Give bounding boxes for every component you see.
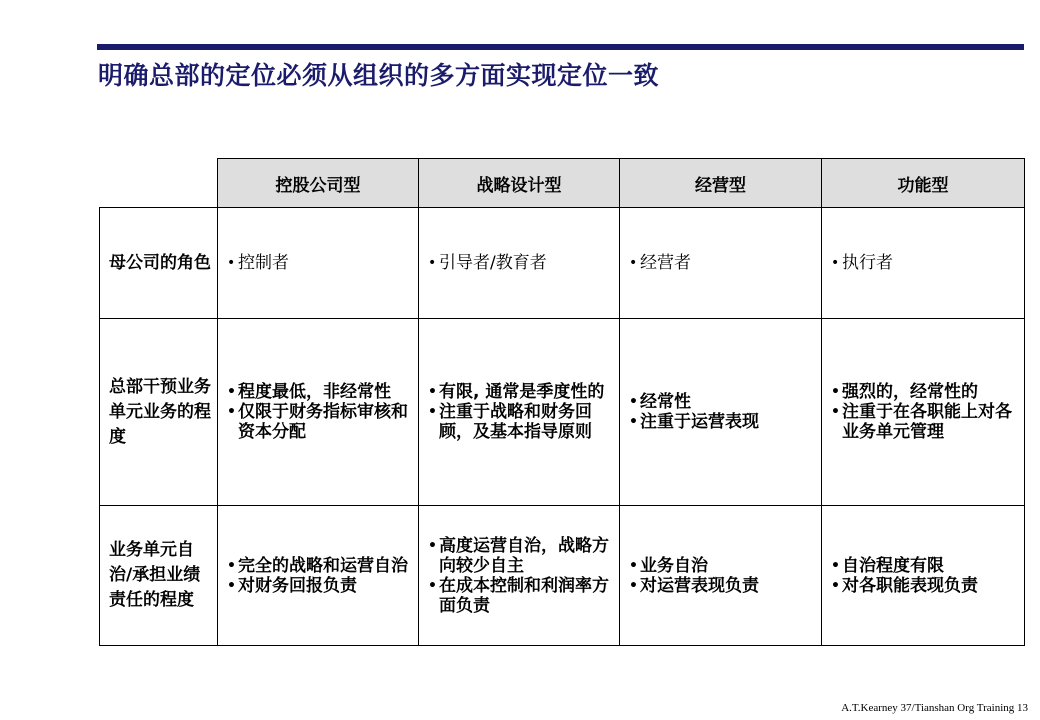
bullet-item: • 仅限于财务指标审核和资本分配: [227, 402, 412, 442]
column-header: 战略设计型: [419, 159, 620, 208]
bullet-item: • 高度运营自治，战略方向较少自主: [428, 536, 613, 576]
bullet-item: • 执行者: [831, 253, 1018, 273]
bullet-item: • 自治程度有限: [831, 556, 1018, 576]
table-row: [100, 208, 1025, 319]
bullet-list: [831, 556, 1018, 596]
table-row: [100, 506, 1025, 646]
bullet-item: • 对运营表现负责: [629, 576, 815, 596]
table-cell: [419, 208, 620, 319]
bullet-item: • 注重于在各职能上对各业务单元管理: [831, 402, 1018, 442]
bullet-list: [428, 536, 613, 616]
table-cell: [218, 208, 419, 319]
footer-text: A.T.Kearney 37/Tianshan Org Training 13: [841, 702, 1028, 714]
bullet-item: • 有限, 通常是季度性的: [428, 382, 613, 402]
column-header: 功能型: [822, 159, 1025, 208]
bullet-list: [831, 382, 1018, 442]
table-cell: [218, 319, 419, 506]
bullet-item: • 强烈的，经常性的: [831, 382, 1018, 402]
bullet-list: [629, 253, 815, 273]
positioning-matrix: [99, 158, 1025, 646]
table-cell: [822, 506, 1025, 646]
column-header: 经营型: [620, 159, 822, 208]
bullet-item: • 对各职能表现负责: [831, 576, 1018, 596]
table-cell: [822, 208, 1025, 319]
corner-cell: [100, 159, 218, 208]
row-header: 母公司的角色: [100, 208, 218, 319]
table-cell: [419, 319, 620, 506]
table-cell: [822, 319, 1025, 506]
table-row: [100, 319, 1025, 506]
bullet-list: [227, 382, 412, 442]
table-cell: [218, 506, 419, 646]
bullet-item: • 经常性: [629, 392, 815, 412]
title-rule: [97, 44, 1024, 50]
bullet-item: • 注重于战略和财务回顾，及基本指导原则: [428, 402, 613, 442]
bullet-item: • 引导者/教育者: [428, 253, 613, 273]
bullet-list: [629, 392, 815, 432]
row-header: 总部干预业务单元业务的程度: [100, 319, 218, 506]
bullet-item: • 程度最低，非经常性: [227, 382, 412, 402]
bullet-item: • 完全的战略和运营自治: [227, 556, 412, 576]
bullet-item: • 业务自治: [629, 556, 815, 576]
bullet-item: • 对财务回报负责: [227, 576, 412, 596]
bullet-list: [428, 382, 613, 442]
row-header: 业务单元自治/承担业绩责任的程度: [100, 506, 218, 646]
table-cell: [620, 506, 822, 646]
bullet-item: • 注重于运营表现: [629, 412, 815, 432]
bullet-item: • 在成本控制和利润率方面负责: [428, 576, 613, 616]
column-header: 控股公司型: [218, 159, 419, 208]
table-cell: [419, 506, 620, 646]
page-title: 明确总部的定位必须从组织的多方面实现定位一致: [98, 61, 660, 90]
bullet-list: [428, 253, 613, 273]
bullet-list: [629, 556, 815, 596]
bullet-item: • 经营者: [629, 253, 815, 273]
table-cell: [620, 319, 822, 506]
bullet-list: [227, 253, 412, 273]
table-cell: [620, 208, 822, 319]
header-row: [100, 159, 1025, 208]
bullet-item: • 控制者: [227, 253, 412, 273]
bullet-list: [227, 556, 412, 596]
bullet-list: [831, 253, 1018, 273]
